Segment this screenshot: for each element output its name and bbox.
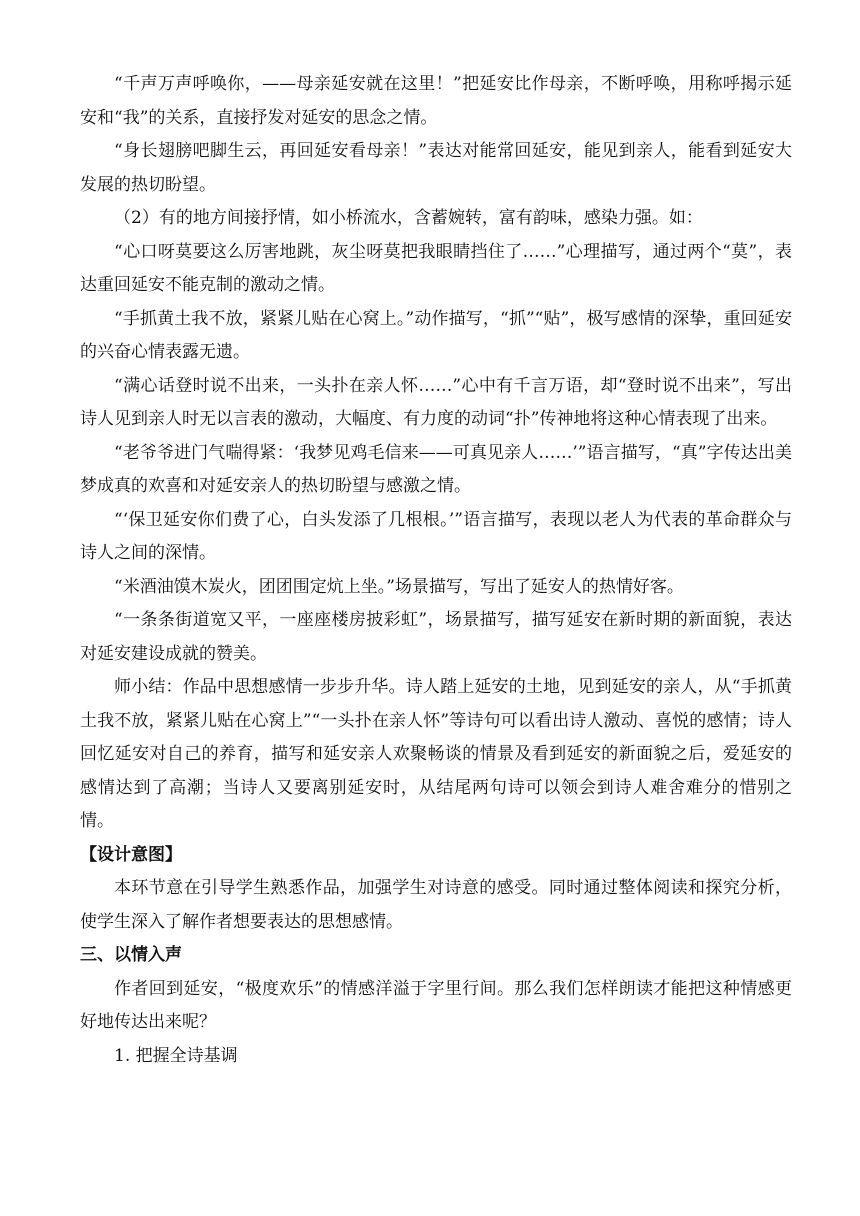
- paragraph-yellow-earth-quote: “手抓黄土我不放，紧紧儿贴在心窝上。”动作描写，“抓”“贴”，极写感情的深挚，重回延安的兴奋心情表露无遗。: [80, 308, 792, 362]
- paragraph-teacher-summary: 师小结：作品中思想感情一步步升华。诗人踏上延安的土地，见到延安的亲人，从“手抓黄土我不放，紧紧儿贴在心窝上”“一头扑在亲人怀”等诗句可以看出诗人激动、喜悦的感情；诗人回忆延安对自己的养育，描写和延安亲人欢聚畅谈的情景及看到延安的新面貌之后，爱延安的感情达到了高潮；当诗人又要离别延安时，从结尾两句诗可以领会到诗人难舍难分的惜别之情。: [80, 677, 792, 831]
- design-intent-heading: 【设计意图】: [80, 844, 182, 865]
- section-three-heading: 三、以情入声: [80, 945, 182, 965]
- paragraph-indirect-lyricism: （2）有的地方间接抒情，如小桥流水，含蓄婉转，富有韵味，感染力强。如：: [114, 208, 703, 228]
- paragraph-rice-wine-quote: “米酒油馍木炭火，团团围定炕上坐。”场景描写，写出了延安人的热情好客。: [114, 576, 684, 597]
- paragraph-streets-quote: “一条条街道宽又平，一座座楼房披彩虹”，场景描写，描写延安在新时期的新面貌，表达对延安建设成就的赞美。: [80, 610, 792, 664]
- paragraph-defend-yanan-quote: “‘保卫延安你们费了心，白头发添了几根根。’”语言描写，表现以老人为代表的革命群众与诗人之间的深情。: [80, 509, 792, 563]
- document-body: [80, 68, 792, 1073]
- paragraph-grandpa-quote: “老爷爷进门气喘得紧：‘我梦见鸡毛信来——可真见亲人……’”语言描写，“真”字传达出美梦成真的欢喜和对延安亲人的热切盼望与感激之情。: [80, 442, 792, 496]
- design-intent-text: 本环节意在引导学生熟悉作品，加强学生对诗意的感受。同时通过整体阅读和探究分析，使学生深入了解作者想要表达的思想感情。: [80, 878, 792, 932]
- paragraph-mother-yanan-quote: “千声万声呼唤你，——母亲延安就在这里！”把延安比作母亲，不断呼唤，用称呼揭示延安和“我”的关系，直接抒发对延安的思念之情。: [80, 74, 792, 128]
- paragraph-heart-beating-quote: “心口呀莫要这么厉害地跳，灰尘呀莫把我眼睛挡住了……”心理描写，通过两个“莫”，表达重回延安不能克制的激动之情。: [80, 241, 792, 295]
- paragraph-words-unspoken-quote: “满心话登时说不出来，一头扑在亲人怀……”心中有千言万语，却“登时说不出来”，写出诗人见到亲人时无以言表的激动，大幅度、有力度的动词“扑”传神地将这种心情表现了出来。: [80, 375, 792, 429]
- paragraph-wings-quote: “身长翅膀吧脚生云，再回延安看母亲！”表达对能常回延安，能见到亲人，能看到延安大发展的热切盼望。: [80, 141, 792, 195]
- step-one-label: 1. 把握全诗基调: [114, 1045, 238, 1066]
- section-three-text: 作者回到延安，“极度欢乐”的情感洋溢于字里行间。那么我们怎样朗读才能把这种情感更好地传达出来呢？: [80, 978, 792, 1032]
